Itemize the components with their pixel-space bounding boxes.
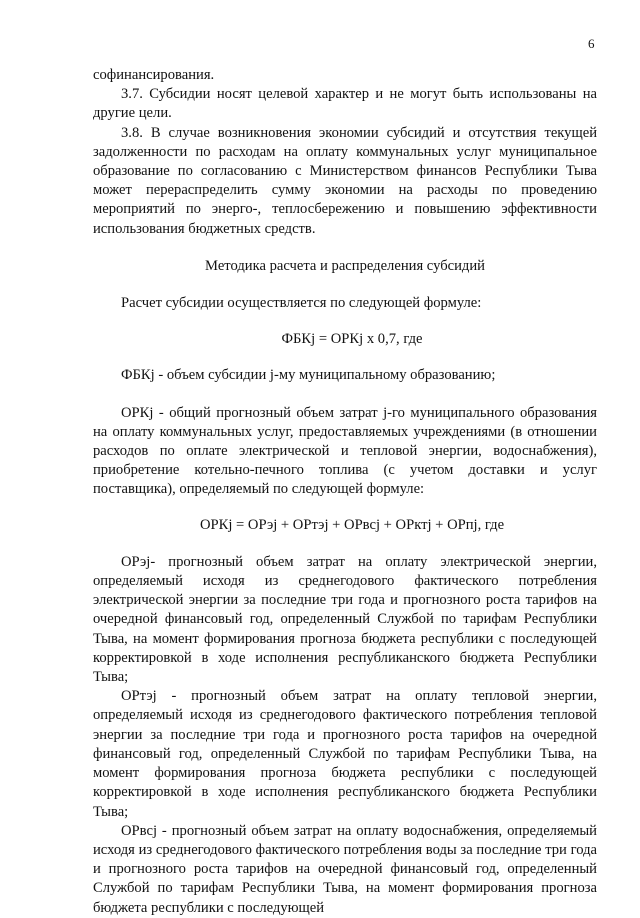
definition-fbk: ФБКj - объем субсидии j-му муниципальному образованию; bbox=[121, 367, 496, 384]
definition-ork: ОРКj - общий прогнозный объем затрат j-го муниципального образования на оплату коммунальных услуг, предоставляемых учреждениями (в отношении расходов по оплате электрической и тепловой энергии, водоснабжения), приобретение котельно-печного топлива (с учетом доставки и услуг поставщика), определяемый по следующей формуле: bbox=[93, 404, 597, 498]
definition-orvs: ОРвсj - прогнозный объем затрат на оплату водоснабжения, определяемый исходя из среднегодового фактического потребления воды за последние три года и прогнозного роста тарифов на очередной финансовый год, определенный Службой по тарифам Республики Тыва, на момент формирования прогноза бюджета республики с последующей bbox=[93, 822, 597, 916]
formula-intro: Расчет субсидии осуществляется по следующей формуле: bbox=[121, 295, 482, 312]
formula-fbk: ФБКj = ОРКj х 0,7, где bbox=[281, 331, 423, 348]
section-heading: Методика расчета и распределения субсидий bbox=[205, 257, 485, 274]
paragraph-3-8: 3.8. В случае возникновения экономии субсидий и отсутствия текущей задолженности по расходам на оплату коммунальных услуг муниципальное образование по согласованию с Министерством финансов Республики Тыва может перераспределить сумму экономии на расходы по проведению мероприятий по энерго-, теплосбережению и повышению эффективности использования бюджетных средств. bbox=[93, 124, 597, 237]
paragraph-3-7: 3.7. Субсидии носят целевой характер и не могут быть использованы на другие цели. bbox=[93, 86, 597, 122]
definition-ore: ОРэj- прогнозный объем затрат на оплату электрической энергии, определяемый исходя из среднегодового фактического потребления электрической энергии за последние три года и прогнозного роста тарифов на очередной финансовый год, определенный Службой по тарифам Республики Тыва, на момент формирования прогноза бюджета республики с последующей корректировкой в ходе исполнения республиканского бюджета Республики Тыва; bbox=[93, 553, 597, 686]
page-number: 6 bbox=[588, 36, 595, 51]
document-body bbox=[93, 66, 597, 918]
formula-ork: ОРКj = ОРэj + ОРтэj + ОРвсj + ОРктj + ОРпj, где bbox=[199, 516, 505, 533]
definition-orte: ОРтэj - прогнозный объем затрат на оплату тепловой энергии, определяемый исходя из среднегодового фактического потребления тепловой энергии за последние три года и прогнозного роста тарифов на очередной финансовый год, определенный Службой по тарифам Республики Тыва, на момент формирования прогноза бюджета республики с последующей корректировкой в ходе исполнения республиканского бюджета Республики Тыва; bbox=[93, 688, 597, 820]
paragraph-cofinancing-tail: софинансирования. bbox=[93, 67, 215, 83]
